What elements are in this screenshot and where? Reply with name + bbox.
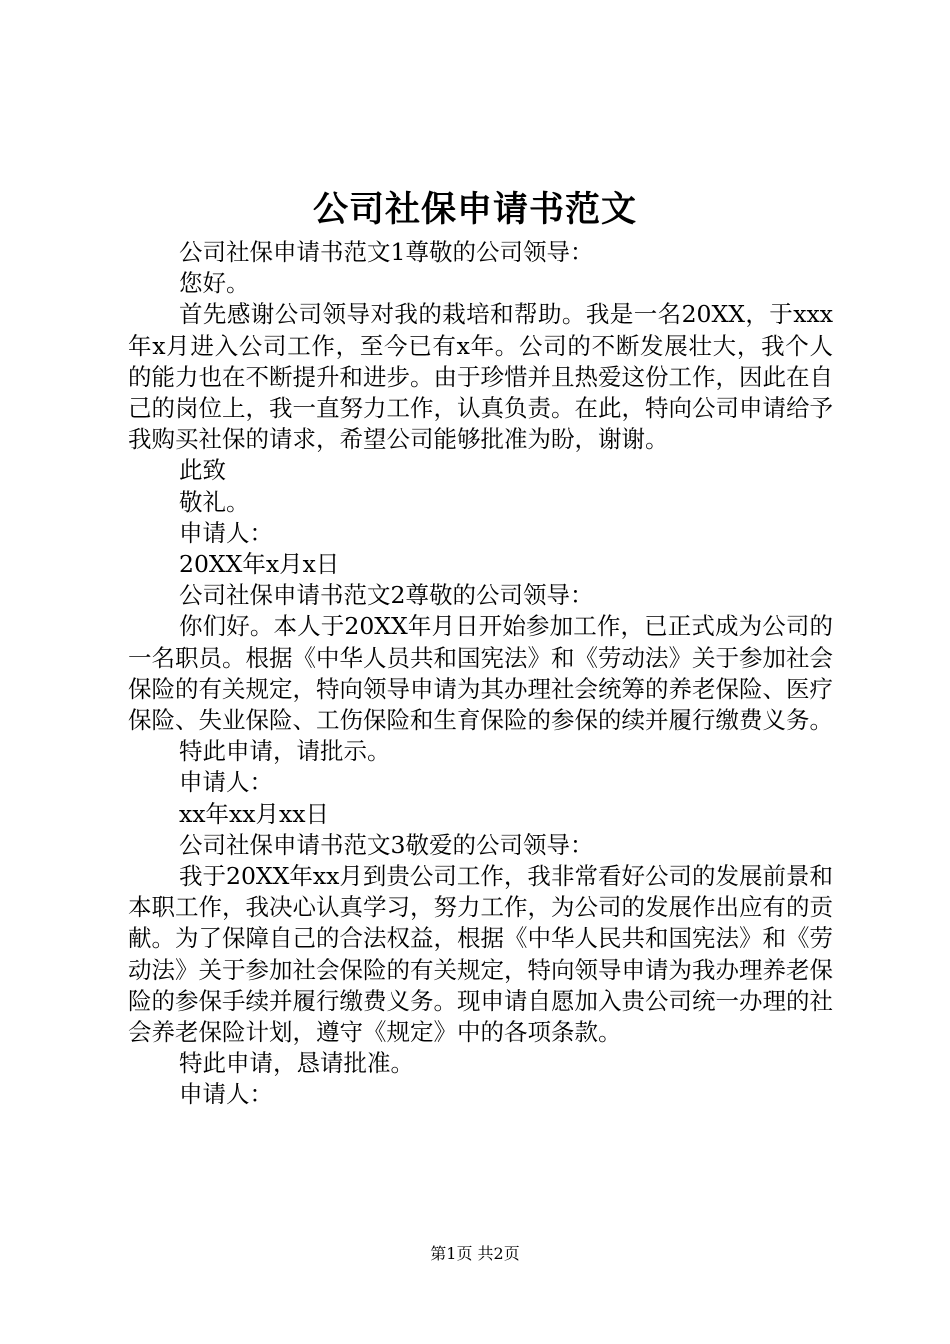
paragraph: 申请人： <box>179 768 273 797</box>
paragraph: 你们好。本人于20XX年月日开始参加工作，已正式成为公司的一名职员。根据《中华人员共和国宪法》和《劳动法》关于参加社会保险的有关规定，特向领导申请为其办理社会统筹的养老保险、医疗保险、失业保险、工伤保险和生育保险的参保的续并履行缴费义务。 <box>128 612 833 735</box>
document-title: 公司社保申请书范文 <box>312 189 637 230</box>
paragraph: 首先感谢公司领导对我的栽培和帮助。我是一名20XX，于xxx年x月进入公司工作，至今已有x年。公司的不断发展壮大，我个人的能力也在不断提升和进步。由于珍惜并且热爱这份工作，因此在自己的岗位上，我一直努力工作，认真负责。在此，特向公司申请给予我购买社保的请求，希望公司能够批准为盼，谢谢。 <box>128 300 833 454</box>
paragraph: 您好。 <box>179 269 250 298</box>
paragraph: 20XX年x月x日 <box>179 550 340 579</box>
paragraph: 特此申请，请批示。 <box>179 737 391 766</box>
page-footer: 第1页 共2页 <box>430 1244 520 1263</box>
document-body <box>128 237 833 1111</box>
paragraph: xx年xx月xx日 <box>179 799 330 828</box>
paragraph: 公司社保申请书范文3敬爱的公司领导： <box>179 830 594 859</box>
paragraph: 申请人： <box>179 518 273 547</box>
paragraph: 特此申请，恳请批准。 <box>179 1049 414 1078</box>
paragraph: 我于20XX年xx月到贵公司工作，我非常看好公司的发展前景和本职工作，我决心认真学习，努力工作，为公司的发展作出应有的贡献。为了保障自己的合法权益，根据《中华人民共和国宪法》和《劳动法》关于参加社会保险的有关规定，特向领导申请为我办理养老保险的参保手续并履行缴费义务。现申请自愿加入贵公司统一办理的社会养老保险计划，遵守《规定》中的各项条款。 <box>128 862 833 1047</box>
paragraph: 公司社保申请书范文1尊敬的公司领导： <box>179 238 594 266</box>
paragraph: 此致 <box>179 456 226 485</box>
paragraph: 公司社保申请书范文2尊敬的公司领导： <box>179 581 594 610</box>
paragraph: 申请人： <box>179 1080 273 1109</box>
paragraph: 敬礼。 <box>179 487 250 516</box>
